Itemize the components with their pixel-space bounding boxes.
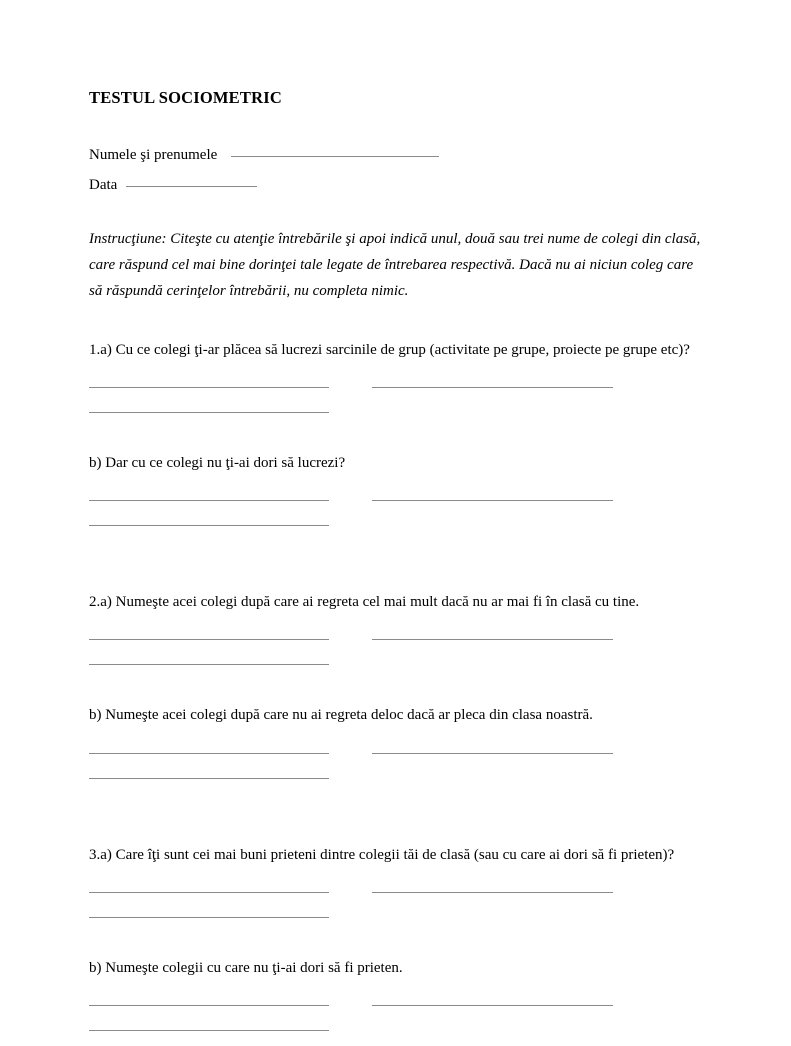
answer-lines-3b bbox=[89, 996, 714, 1046]
answer-row bbox=[89, 403, 714, 428]
answer-lines-2a bbox=[89, 630, 714, 680]
answer-row bbox=[89, 1021, 714, 1046]
question-3a-text: 3.a) Care îţi sunt cei mai buni prieteni dintre colegii tăi de clasă (sau cu care ai dori să fi prieten)? bbox=[89, 846, 675, 863]
question-2b-text: b) Numeşte acei colegi după care nu ai regreta deloc dacă ar pleca din clasa noastră. bbox=[89, 707, 593, 724]
answer-row bbox=[89, 769, 714, 794]
identity-fields bbox=[89, 148, 714, 193]
answer-write-line[interactable] bbox=[89, 892, 329, 893]
answer-lines-3a bbox=[89, 883, 714, 933]
answer-write-line[interactable] bbox=[89, 387, 329, 388]
answer-write-line[interactable] bbox=[372, 500, 613, 501]
answer-row bbox=[89, 630, 714, 655]
answer-write-line[interactable] bbox=[89, 639, 329, 640]
answer-row bbox=[89, 908, 714, 933]
date-field-row bbox=[89, 178, 714, 193]
answer-row bbox=[89, 883, 714, 908]
answer-write-line[interactable] bbox=[89, 412, 329, 413]
question-1b-text: b) Dar cu ce colegi nu ţi-ai dori să lucrezi? bbox=[89, 454, 346, 471]
date-field-label: Data bbox=[89, 176, 118, 193]
answer-write-line[interactable] bbox=[89, 664, 329, 665]
answer-write-line[interactable] bbox=[372, 892, 613, 893]
answer-row bbox=[89, 744, 714, 769]
answer-row bbox=[89, 378, 714, 403]
page-title: TESTUL SOCIOMETRIC bbox=[89, 88, 282, 107]
answer-write-line[interactable] bbox=[372, 387, 613, 388]
answer-lines-2b bbox=[89, 744, 714, 794]
instruction-paragraph: Instrucţiune: Citeşte cu atenţie întrebările şi apoi indică unul, două sau trei nume de colegi din clasă, care răspund cel mai bine dorinţei tale legate de întrebarea respectivă. Dacă nu ai niciun coleg care să răspundă cerinţelor întrebării, nu completa nimic. bbox=[89, 230, 701, 300]
answer-write-line[interactable] bbox=[89, 500, 329, 501]
question-3b-text: b) Numeşte colegii cu care nu ţi-ai dori să fi prieten. bbox=[89, 959, 403, 976]
answer-row bbox=[89, 655, 714, 680]
date-field-write-line[interactable] bbox=[126, 186, 257, 187]
answer-write-line[interactable] bbox=[89, 525, 329, 526]
answer-write-line[interactable] bbox=[89, 917, 329, 918]
answer-row bbox=[89, 516, 714, 541]
name-field-label: Numele şi prenumele bbox=[89, 146, 218, 163]
answer-write-line[interactable] bbox=[372, 639, 613, 640]
answer-write-line[interactable] bbox=[89, 753, 329, 754]
answer-lines-1a bbox=[89, 378, 714, 428]
answer-row bbox=[89, 996, 714, 1021]
answer-write-line[interactable] bbox=[89, 778, 329, 779]
answer-row bbox=[89, 491, 714, 516]
question-1a-text: 1.a) Cu ce colegi ţi-ar plăcea să lucrezi sarcinile de grup (activitate pe grupe, proiecte pe grupe etc)? bbox=[89, 341, 690, 358]
answer-write-line[interactable] bbox=[89, 1005, 329, 1006]
answer-lines-1b bbox=[89, 491, 714, 541]
answer-write-line[interactable] bbox=[372, 1005, 613, 1006]
name-field-row bbox=[89, 148, 714, 163]
answer-write-line[interactable] bbox=[89, 1030, 329, 1031]
document-body bbox=[89, 88, 714, 1046]
answer-write-line[interactable] bbox=[372, 753, 613, 754]
question-2a-text: 2.a) Numeşte acei colegi după care ai regreta cel mai mult dacă nu ar mai fi în clasă cu tine. bbox=[89, 594, 640, 611]
name-field-write-line[interactable] bbox=[231, 156, 439, 157]
